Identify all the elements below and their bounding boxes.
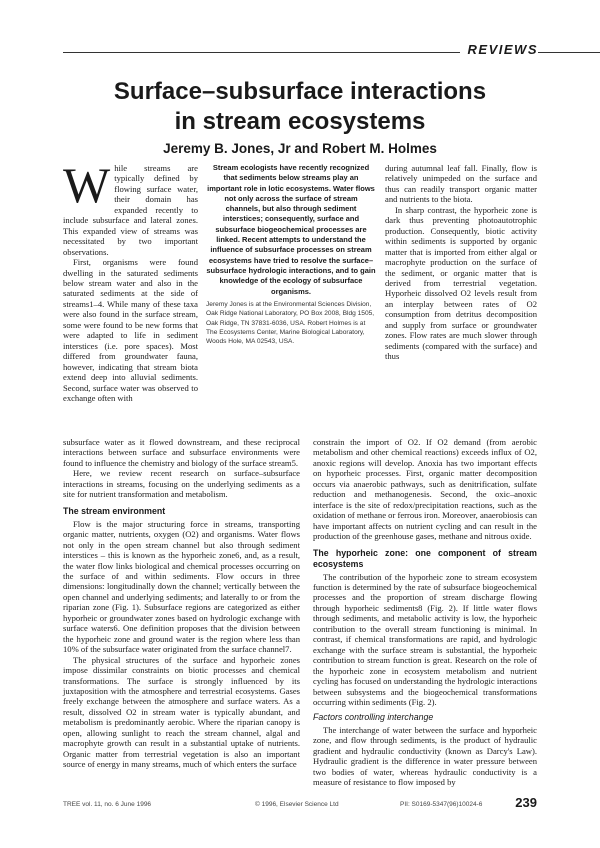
right-paragraph-2: In sharp contrast, the hyporheic zone is dark thus preventing photoautotrophic production. Consequently, biotic activity within sediments is supported by organic matter that is imported from either algal or macrophyte production on the surface of the sediment, or organic matter that is derived from terrestrial vegetation. Hyporheic dissolved O2 levels result from an interplay between rates of O2 consumption from detritus decomposition and supply from surface or groundwater zones. Flow rates are much slower through sediments (compared with the surface) and thus	[385, 204, 537, 362]
left-column-body	[63, 437, 300, 770]
stream-env-paragraph-2: The physical structures of the surface and hyporheic zones impose dissimilar constraints on biotic processes and chemical transformations. The surface is strongly influenced by its juxtaposition with the atmosphere and terrestrial ecosystems. Gases freely exchange between the atmosphere and surface waters. As a result, dissolved O2 in stream water is typically abundant, and metabolism is predominantly aerobic. Where the riparian canopy is open, allowing sunlight to reach the stream channel, algal and macrophyte growth can result in a substantial uptake of nutrients. Organic matter from terrestrial vegetation is also an important source of energy in many streams, much of which enters the surface	[63, 654, 300, 770]
intro-paragraph-3: Here, we review recent research on surface–subsurface interactions in streams, focusing on the underlying sediments as a site for nutrient transformation and metabolism.	[63, 468, 300, 500]
heading-hyporheic-zone: The hyporheic zone: one component of stream ecosystems	[313, 547, 537, 569]
hyporheic-paragraph-2: The interchange of water between the surface and hyporheic zone, and flow through sediments, is the product of hydraulic gradient and hydraulic conductivity (known as Darcy's Law). Hydraulic gradient is the difference in water pressure between two bodies of water, whereas hydraulic conductivity is a measure of resistance to flow imposed by	[313, 724, 537, 788]
journal-citation: TREE vol. 11, no. 6 June 1996	[63, 801, 152, 808]
subheading-interchange: Factors controlling interchange	[313, 712, 434, 723]
copyright: © 1996, Elsevier Science Ltd	[255, 801, 339, 808]
authors: Jeremy B. Jones, Jr and Robert M. Holmes	[163, 141, 437, 156]
anoxia-paragraph: constrain the import of O2. If O2 demand (from aerobic metabolism and other chemical reactions) exceeds influx of O2, anoxic regions will develop. Anoxia has two important effects on hyporheic processes. First, organic matter decomposition occurs via anaerobic pathways, such as denitrification, sulfate reduction and methanogenesis. Second, the oxic–anoxic interface is the site of redox/precipitation reactions, such as the oxidation of methane or ferrous iron. Moreover, anaerobiosis can have important affects on nutrient cycling and can result in the production of the greenhouse gases, methane and nitrous oxide.	[313, 437, 537, 542]
right-column-top	[385, 163, 537, 362]
article-title	[0, 77, 600, 137]
intro-column	[63, 157, 198, 403]
heading-stream-environment: The stream environment	[63, 505, 166, 516]
page-number: 239	[515, 795, 537, 810]
title-line-2: in stream ecosystems	[174, 108, 426, 135]
section-label: REVIEWS	[460, 42, 538, 57]
pii: PII: S0169-5347(96)10024-6	[400, 801, 483, 808]
intro-paragraph-2: First, organisms were found dwelling in the saturated sediments below stream water and also in the saturated sediments at the side of streams1–4. While many of these taxa were also found in the surface stream, some were found to be new forms that were adapted to life in sediment interstices (i.e. pore spaces). Most differed from groundwater fauna, however, indicating that stream biota extend deep into alluvial sediments. Second, surface water was observed to exchange often with	[63, 257, 198, 403]
intro-paragraph-2-cont: subsurface water as it flowed downstream, and these reciprocal interactions between surface and subsurface environments were found to influence the chemistry and biology of the surface stream5.	[63, 437, 300, 468]
hyporheic-paragraph-1: The contribution of the hyporheic zone to stream ecosystem function is determined by the rate of subsurface biogeochemical processes and the proportion of stream discharge flowing through hyporheic sediments8 (Fig. 2). If little water flows through sediments, and metabolic activity is low, the hyporheic contribution to the overall stream functioning is minimal. In contrast, if chemical transformations are rapid, and hydrologic exchange with the surface stream is substantial, the hyporheic contribution to stream function is great. Research on the role of the hyporheic zone in ecosystem metabolism and nutrient cycling has focused on understanding the hydrologic interactions between subsystems and the biogeochemical transformations occurring within sediments (Fig. 2).	[313, 571, 537, 707]
author-affiliations: Jeremy Jones is at the Environmental Sciences Division, Oak Ridge National Laboratory, PO Box 2008, Bldg 1505, Oak Ridge, TN 37831-6036, USA. Robert Holmes is at The Ecosystems Center, Marine Biological Laboratory, Woods Hole, MA 02543, USA.	[206, 301, 375, 346]
drop-cap: W	[63, 157, 111, 213]
intro-paragraph-1: While streams are typically defined by flowing surface water, their domain has expanded recently to include subsurface and lateral zones. This expanded view of streams was necessitated by two important observations.	[63, 157, 198, 257]
right-column-body	[313, 437, 537, 788]
right-paragraph-1: during autumnal leaf fall. Finally, flow is relatively unimpeded on the surface and thus can readily transport organic matter and nutrients to the biota.	[385, 163, 537, 205]
title-line-1: Surface–subsurface interactions	[113, 78, 487, 105]
stream-env-paragraph-1: Flow is the major structuring force in streams, transporting organic matter, nutrients, oxygen (O2) and organisms. Water flows not only in the open stream channel but also through sediment interstices – this is known as the hyporheic zone6, and, as a result, the water flow links biological and chemical processes occurring on the surface of and within sediments. Flow occurs in three dimensions: longitudinally down the channel; vertically between the open channel and underlying sediments; and laterally to or from the riparian zone (Fig. 1). Subsurface regions are categorized as either hyporheic or groundwater zones based on hydrologic exchange with surface waters6. One definition proposes that the division between the hyporheic zone and ground water is the region where less than 10% of the subsurface water originated from the surface channel7.	[63, 518, 300, 655]
abstract: Stream ecologists have recently recognized that sediments below streams play an important role in lotic ecosystems. Water flows not only across the surface of stream channels, but also through sediment interstices; consequently, surface and subsurface biogeochemical processes are linked. Recent attempts to understand the influence of subsurface processes on stream ecosystems have tried to resolve the surface–subsurface hydrologic interactions, and to gain knowledge of the ecology of subsurface organisms.	[206, 163, 376, 296]
